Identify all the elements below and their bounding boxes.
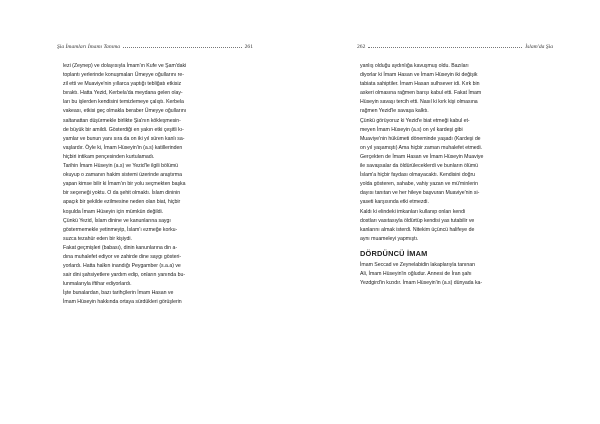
text-line: Muaviye'nin hükümeti döneminde yaşadı (Kardeşi de bbox=[360, 135, 481, 142]
text-line: dayısı tanıtan ve her hileye başvuran Muaviye'nin si- bbox=[360, 190, 480, 197]
text-line: göstermemekle yetinmeyip, İslam'ı ezmeğe korku- bbox=[63, 226, 178, 233]
text-line: Kaldı ki elindeki imkanları kullanıp onları kendi bbox=[360, 208, 466, 215]
left-header-title: Şia İmamları İmamı Tanıma bbox=[57, 44, 121, 50]
text-line: yamlar ve bunun yanı sıra da on iki yıl süren kanlı sa- bbox=[63, 135, 185, 142]
text-line: aynı muameleyi yapmıştı. bbox=[360, 235, 419, 242]
text-line: zil etti ve Muaviye'nin yıllarca yaptığı tebliğatı etkisiz bbox=[63, 81, 182, 88]
header-dot-leader bbox=[123, 43, 242, 48]
text-line: dına muhalefet ediyor ve zahirde dine saygı gösteri- bbox=[63, 253, 182, 260]
right-text-before-heading bbox=[360, 62, 549, 244]
text-line: koşulda İmam Hüseyin için mümkün değildi. bbox=[63, 208, 164, 215]
text-line: hiçbiri intikam pençesinden kurtulamadı. bbox=[63, 153, 155, 160]
right-body-text bbox=[360, 62, 549, 288]
text-line: Çünkü görüyoruz ki Yezid'e biat etmeği kabul et- bbox=[360, 117, 470, 124]
text-line: Fakat geçmişleri (babası), dinin kanunlarına din a- bbox=[63, 244, 178, 251]
right-running-header bbox=[357, 43, 553, 50]
text-line: İmam Seccad ve Zeynelabidin lakaplarıyla tanınan bbox=[360, 261, 475, 268]
right-text-after-heading bbox=[360, 261, 549, 288]
text-line: saltanattan düşürmekle birlikte Şia'nın kökleşmesin- bbox=[63, 117, 181, 124]
text-line: Hüseyin savaşı tercih etti. Nasıl ki kırk kişi olmasına bbox=[360, 99, 478, 106]
text-line: yanlış olduğu aydınlığa kavuşmuş oldu. Bazıları bbox=[360, 63, 469, 69]
text-line: sair dini şahsiyetlere yardım edip, onların yanında bu- bbox=[63, 272, 186, 279]
text-line: ları bu işlerden kendisini temizlemeye çalıştı. Kerbela bbox=[63, 99, 184, 106]
right-page bbox=[300, 0, 600, 424]
text-line: lunmalarıyla iftihar ediyorlardı. bbox=[63, 281, 132, 288]
section-heading: DÖRDÜNCÜ İMAM bbox=[360, 248, 428, 258]
text-line: Gerçekten de İmam Hasan ve İmam Hüseyin Muaviye bbox=[360, 153, 484, 160]
text-line: suzca tezahür eden bir kişiydi. bbox=[63, 235, 132, 242]
text-line: ile savaşsalar da öldürüleceklerdi ve bunların ölümü bbox=[360, 163, 479, 170]
text-line: yorlardı. Hatta halkın inandığı Peygamber (s.a.a) ve bbox=[63, 263, 181, 270]
text-line: yapan kimse bilir ki İmam'ın bir yolu seçmekten başka bbox=[63, 181, 186, 188]
text-line: İslam'a hiçbir faydası olmayacaktı. Kendisini doğru bbox=[360, 172, 476, 179]
text-line: İşte bunalardan, bazı tarihçilerin İmam Hasan ve bbox=[63, 290, 174, 297]
right-header-title: İslam'da Şia bbox=[525, 44, 553, 50]
text-line: dostları vasıtasıyla öldürtüp kendisi yas tutabilir ve bbox=[360, 217, 475, 224]
text-line: lezi (Zeynep) ve dolayısıyla İmam'ın Kufe ve Şam'daki bbox=[63, 63, 187, 69]
text-line: rağmen Yezid'le savaşa kalktı. bbox=[360, 108, 429, 115]
text-line: diyorlar ki İmam Hasan ve İmam Hüseyin iki değişik bbox=[360, 72, 478, 79]
text-line: yolda gösteren, sahabe, vahiy yazan ve mü'minlerin bbox=[360, 181, 478, 188]
text-line: Tarihin İmam Hüseyin (a.s) ve Yezid'le ilgili bölümü bbox=[63, 163, 178, 170]
text-line: toplantı yerlerinde konuşmaları Ümeyye oğullarını re- bbox=[63, 72, 184, 79]
text-line: Yezdgird'in kızıdır. İmam Hüseyin'in (a.s) dünyada ka- bbox=[360, 280, 483, 287]
header-dot-leader bbox=[368, 43, 522, 48]
text-line: de büyük bir amildi. Gösterdiği en yakın etki çeşitli kı- bbox=[63, 126, 184, 133]
text-line: askeri olmasına rağmen barışı kabul etti. Fakat İmam bbox=[360, 90, 482, 97]
left-body-text bbox=[63, 62, 252, 308]
text-line: apaçık bir şekilde ezilmesine neden olan biat, hiçbir bbox=[63, 199, 181, 206]
text-line: İmam Hüseyin hakkında ortaya sürdükleri görüşlerin bbox=[63, 299, 182, 306]
text-line: Çünkü Yezid, İslam dinine ve kanunlarına saygı bbox=[63, 217, 171, 224]
text-line: bıraktı. Hatta Yezid, Kerbela'da meydana gelen olay- bbox=[63, 90, 183, 97]
left-running-header bbox=[57, 43, 253, 50]
left-page-number: 261 bbox=[244, 44, 253, 50]
text-line: yaseti karşısında etki etmezdi. bbox=[360, 199, 429, 206]
text-line: bir seçeneği yoktu. O da şehit olmaktı. İslam dininin bbox=[63, 190, 181, 197]
text-line: tabiata sahiptiler. İmam Hasan sulhsever idi. Kırk bin bbox=[360, 81, 480, 88]
text-line: on yıl yaşamıştı) Ama hiçbir zaman muhalefet etmedi. bbox=[360, 144, 483, 151]
text-line: Ali, İmam Hüseyin'in oğludur. Annesi de İran şahı bbox=[360, 271, 472, 278]
text-line: vakeası, etkisi geç olmakla beraber Ümeyye oğullarını bbox=[63, 108, 187, 115]
text-line: meyen İmam Hüseyin (a.s) on yıl kardeşi gibi bbox=[360, 126, 463, 133]
text-line: vaşlardır. Öyle ki, İmam Hüseyin'in (a.s) katillerinden bbox=[63, 144, 183, 151]
text-line: okuyup o zamanın hakim sistemi üzerinde araştırma bbox=[63, 172, 182, 179]
right-page-number: 262 bbox=[357, 44, 366, 50]
text-line: kanlarını almak isterdi. Nitekim üçüncü halifeye de bbox=[360, 226, 475, 233]
